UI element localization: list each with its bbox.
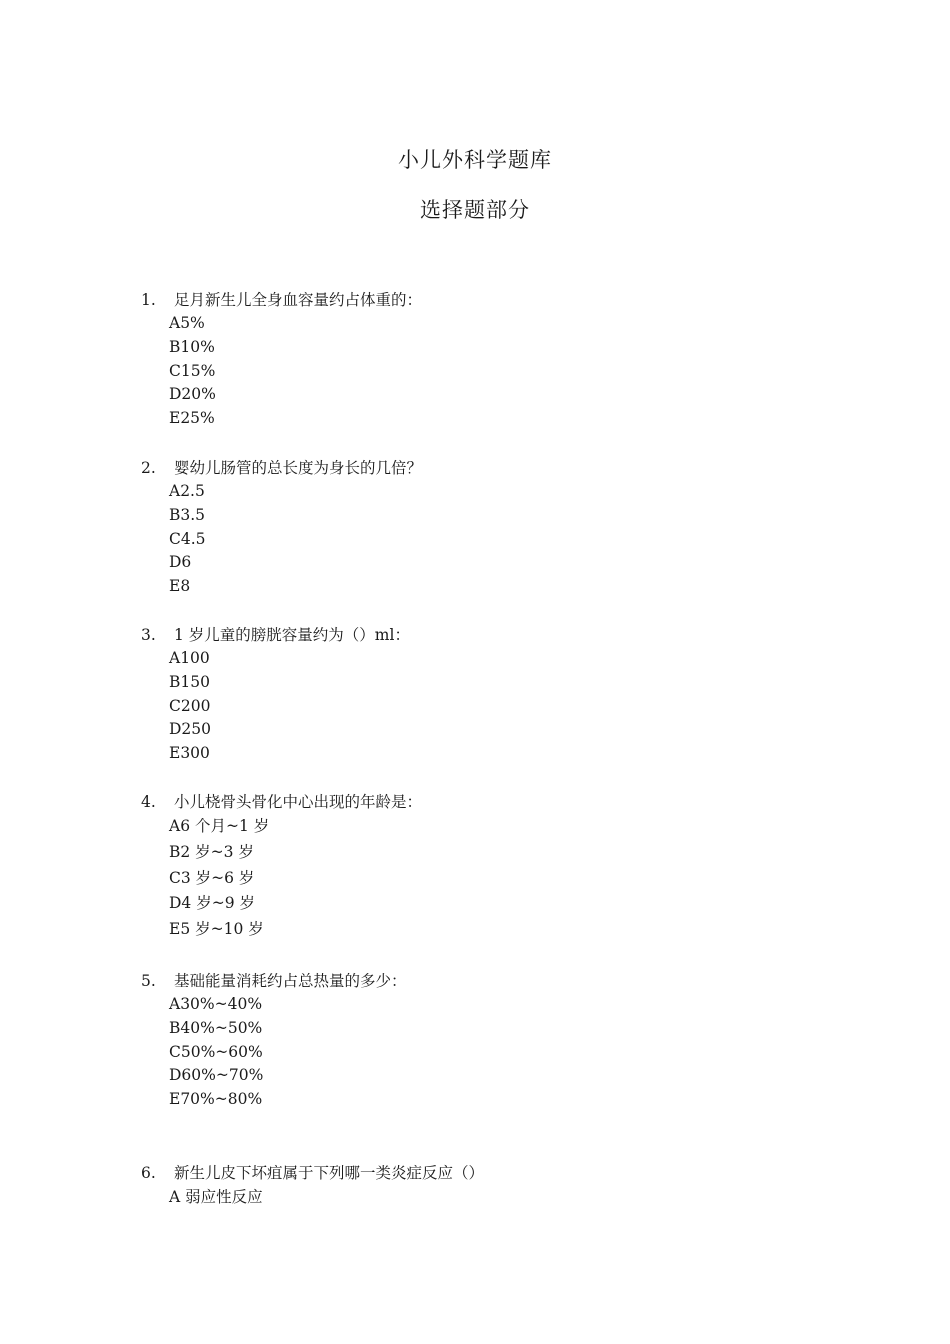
question-stem	[141, 288, 841, 312]
question-number: 4.	[141, 793, 156, 811]
option-e: E70%~80%	[169, 1090, 263, 1108]
option-e: E8	[169, 577, 191, 595]
option-e: E25%	[169, 409, 215, 427]
question-4	[141, 790, 841, 943]
option-a: A2.5	[169, 482, 205, 500]
question-1	[141, 288, 841, 431]
question-text: 小儿桡骨头骨化中心出现的年龄是：	[174, 793, 423, 811]
option-a: A6 个月~1 岁	[169, 817, 270, 835]
question-number: 5.	[141, 972, 156, 990]
document-subtitle: 选择题部分	[420, 198, 530, 222]
question-number: 6.	[141, 1164, 156, 1182]
option-list	[169, 1185, 841, 1209]
option-d: D20%	[169, 385, 216, 404]
question-stem	[141, 969, 841, 993]
option-c: C200	[169, 696, 211, 715]
option-a: A100	[169, 649, 210, 667]
question-2	[141, 456, 841, 599]
option-c: C3 岁~6 岁	[169, 868, 255, 887]
option-list	[169, 814, 841, 943]
option-b: B150	[169, 672, 210, 691]
question-stem	[141, 456, 841, 480]
question-number: 3.	[141, 626, 156, 644]
option-d: D4 岁~9 岁	[169, 894, 255, 913]
option-b: B40%~50%	[169, 1018, 263, 1037]
question-5	[141, 969, 841, 1112]
option-d: D250	[169, 720, 212, 739]
question-3	[141, 623, 841, 766]
question-stem	[141, 623, 841, 647]
option-b: B10%	[169, 337, 215, 356]
question-text: 足月新生儿全身血容量约占体重的：	[174, 291, 423, 309]
option-c: C15%	[169, 361, 216, 380]
option-d: D6	[169, 553, 192, 572]
option-list	[169, 312, 841, 431]
option-list	[169, 647, 841, 766]
question-number: 2.	[141, 459, 156, 477]
option-a: A 弱应性反应	[169, 1188, 263, 1206]
option-a: A30%~40%	[169, 995, 263, 1013]
option-b: B2 岁~3 岁	[169, 842, 254, 861]
option-c: C50%~60%	[169, 1042, 263, 1061]
question-text: 婴幼儿肠管的总长度为身长的几倍？	[174, 459, 423, 477]
question-6	[141, 1161, 841, 1209]
document-title: 小儿外科学题库	[398, 148, 552, 172]
option-list	[169, 480, 841, 599]
option-d: D60%~70%	[169, 1066, 264, 1085]
option-b: B3.5	[169, 505, 206, 524]
option-e: E300	[169, 744, 210, 762]
question-text: 新生儿皮下坏疽属于下列哪一类炎症反应（）	[174, 1164, 485, 1182]
option-list	[169, 993, 841, 1112]
option-a: A5%	[169, 314, 205, 332]
question-text: 基础能量消耗约占总热量的多少：	[174, 972, 407, 990]
option-c: C4.5	[169, 529, 206, 548]
question-number: 1.	[141, 291, 156, 309]
question-stem	[141, 1161, 841, 1185]
option-e: E5 岁~10 岁	[169, 920, 264, 938]
question-text: 1 岁儿童的膀胱容量约为（）ml：	[174, 626, 410, 644]
question-stem	[141, 790, 841, 814]
